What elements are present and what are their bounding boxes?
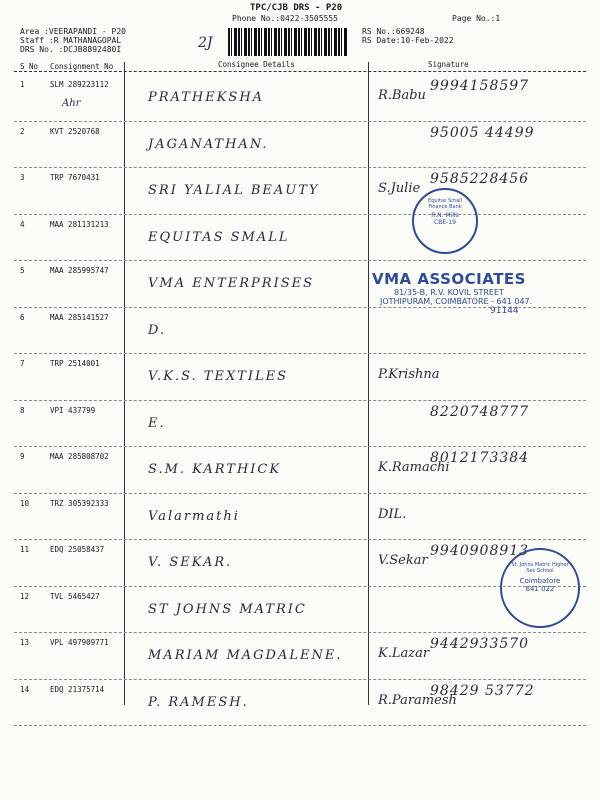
row-separator: [14, 632, 586, 633]
row-separator: [14, 260, 586, 261]
row-consignment: MAA 285808702: [50, 452, 109, 461]
row-consignee: S.M. KARTHICK: [148, 462, 282, 477]
row-separator: [14, 167, 586, 168]
staff-label: Staff :R MATHANAGOPAL: [20, 36, 122, 45]
row-sno: 10: [20, 498, 30, 508]
row-consignment: SLM 289223112: [50, 80, 109, 89]
row-consignment: MAA 285995747: [50, 266, 109, 275]
row-phone: 9442933570: [430, 636, 530, 652]
equitas-stamp-line3: CBE-19: [434, 219, 456, 226]
row-consignee: EQUITAS SMALL: [148, 229, 290, 245]
row-consignment: MAA 281131213: [50, 219, 109, 229]
row-sno: 1: [20, 80, 25, 89]
row-consignment: KVT 2520768: [50, 126, 100, 136]
row-consignment: TVL 5465427: [50, 591, 100, 601]
row-phone: 9940908913: [430, 543, 530, 559]
row-consignment: EDQ 25058437: [50, 545, 105, 554]
row-phone: 8012173384: [430, 450, 530, 466]
barcode: [228, 28, 348, 56]
row-signature: DIL.: [378, 506, 407, 522]
row-sno: 11: [20, 545, 30, 554]
row-separator: [14, 121, 586, 122]
row-phone: 9994158597: [430, 78, 530, 94]
row-consignee: ST JOHNS MATRIC: [148, 601, 307, 617]
row-signature: K.Lazar: [378, 646, 430, 661]
row-consignee: Valarmathi: [148, 508, 240, 524]
row-separator: [14, 679, 586, 680]
handwritten-mark: 2J: [198, 35, 213, 51]
equitas-stamp-line1: Equitas Small Finance Bank: [428, 198, 462, 210]
area-label: Area :VEERAPANDI - P20: [20, 27, 126, 36]
row-sno: 3: [20, 173, 25, 182]
row-phone: 95005 44499: [430, 124, 535, 141]
row-separator: [14, 539, 586, 540]
row-sno: 8: [20, 405, 25, 415]
row-note: Ahr: [62, 98, 81, 109]
row-separator: [14, 725, 586, 726]
row-sno: 14: [20, 684, 30, 694]
row-consignee: D.: [148, 322, 167, 338]
column-divider-right: [368, 62, 369, 705]
row-signature: R.Babu: [378, 88, 426, 103]
row-consignment: TRZ 305392333: [50, 498, 109, 508]
row-separator: [14, 446, 586, 447]
row-separator: [14, 353, 586, 354]
row-consignment: VPL 497909771: [50, 638, 109, 647]
row-signature: P.Krishna: [378, 367, 440, 382]
rs-date: RS Date:10-Feb-2022: [362, 36, 454, 45]
row-sno: 9: [20, 452, 25, 461]
rs-number: RS No.:669248: [362, 27, 425, 36]
row-separator: [14, 214, 586, 215]
school-stamp-line2: Coimbatore: [519, 577, 561, 585]
column-divider-left: [124, 62, 125, 705]
row-sno: 5: [20, 266, 25, 275]
row-consignment: EDQ 21375714: [50, 684, 105, 694]
row-phone: 98429 53772: [430, 682, 535, 699]
column-header-sno: S No: [20, 62, 39, 71]
row-signature: S.Julie: [378, 181, 421, 196]
row-sno: 13: [20, 638, 30, 647]
row-consignee: P. RAMESH.: [148, 694, 249, 710]
row-phone: 8220748777: [430, 403, 530, 420]
school-stamp: [500, 548, 580, 628]
row-signature: R.Paramesh: [378, 692, 457, 708]
row-consignee: V.K.S. TEXTILES: [148, 369, 289, 384]
row-sno: 7: [20, 359, 25, 368]
drs-number: DRS No. :DCJB8892480I: [20, 45, 122, 54]
row-sno: 4: [20, 219, 25, 229]
vma-stamp: [372, 270, 532, 316]
column-header-signature: Signature: [428, 60, 469, 69]
column-header-consignee: Consignee Details: [218, 60, 295, 69]
school-stamp-line3: 641 022: [525, 585, 555, 593]
row-sno: 12: [20, 591, 30, 601]
row-consignment: TRP 7670431: [50, 173, 100, 182]
row-separator: [14, 493, 586, 494]
row-consignment: MAA 285141527: [50, 312, 109, 322]
row-consignee: VMA ENTERPRISES: [148, 276, 315, 291]
row-consignment: TRP 2514001: [50, 359, 100, 368]
equitas-stamp: [412, 188, 478, 254]
row-sno: 2: [20, 126, 25, 136]
row-consignee: SRI YALIAL BEAUTY: [148, 183, 320, 198]
document-title: TPC/CJB DRS - P20: [250, 3, 343, 13]
page-number: Page No.:1: [452, 14, 501, 23]
equitas-stamp-line2: R.N. Mills: [431, 212, 459, 219]
vma-stamp-name: VMA ASSOCIATES: [372, 270, 526, 288]
row-consignee: PRATHEKSHA: [148, 90, 265, 105]
row-consignee: MARIAM MAGDALENE.: [148, 648, 343, 663]
row-consignee: JAGANATHAN.: [148, 136, 269, 152]
row-phone: 9585228456: [430, 171, 530, 187]
vma-stamp-address2: JOTHIPURAM, COIMBATORE - 641 047.: [380, 297, 533, 306]
vma-stamp-address1: 81/35-B, R.V. KOVIL STREET: [394, 288, 504, 297]
school-stamp-line1: St. Johns Matric Higher Sec School: [511, 562, 569, 574]
row-consignee: V. SEKAR.: [148, 555, 233, 570]
phone-number: Phone No.:0422-3505555: [232, 14, 338, 23]
vma-stamp-phone: 91144: [490, 306, 519, 316]
row-separator: [14, 400, 586, 401]
header-divider: [14, 71, 586, 72]
column-header-consignment: Consignment No: [50, 62, 114, 71]
row-consignee: E.: [148, 415, 166, 431]
row-sno: 6: [20, 312, 25, 322]
row-signature: K.Ramachi: [378, 460, 450, 475]
row-consignment: VPI 437799: [50, 405, 96, 415]
row-signature: V.Sekar: [378, 553, 428, 568]
